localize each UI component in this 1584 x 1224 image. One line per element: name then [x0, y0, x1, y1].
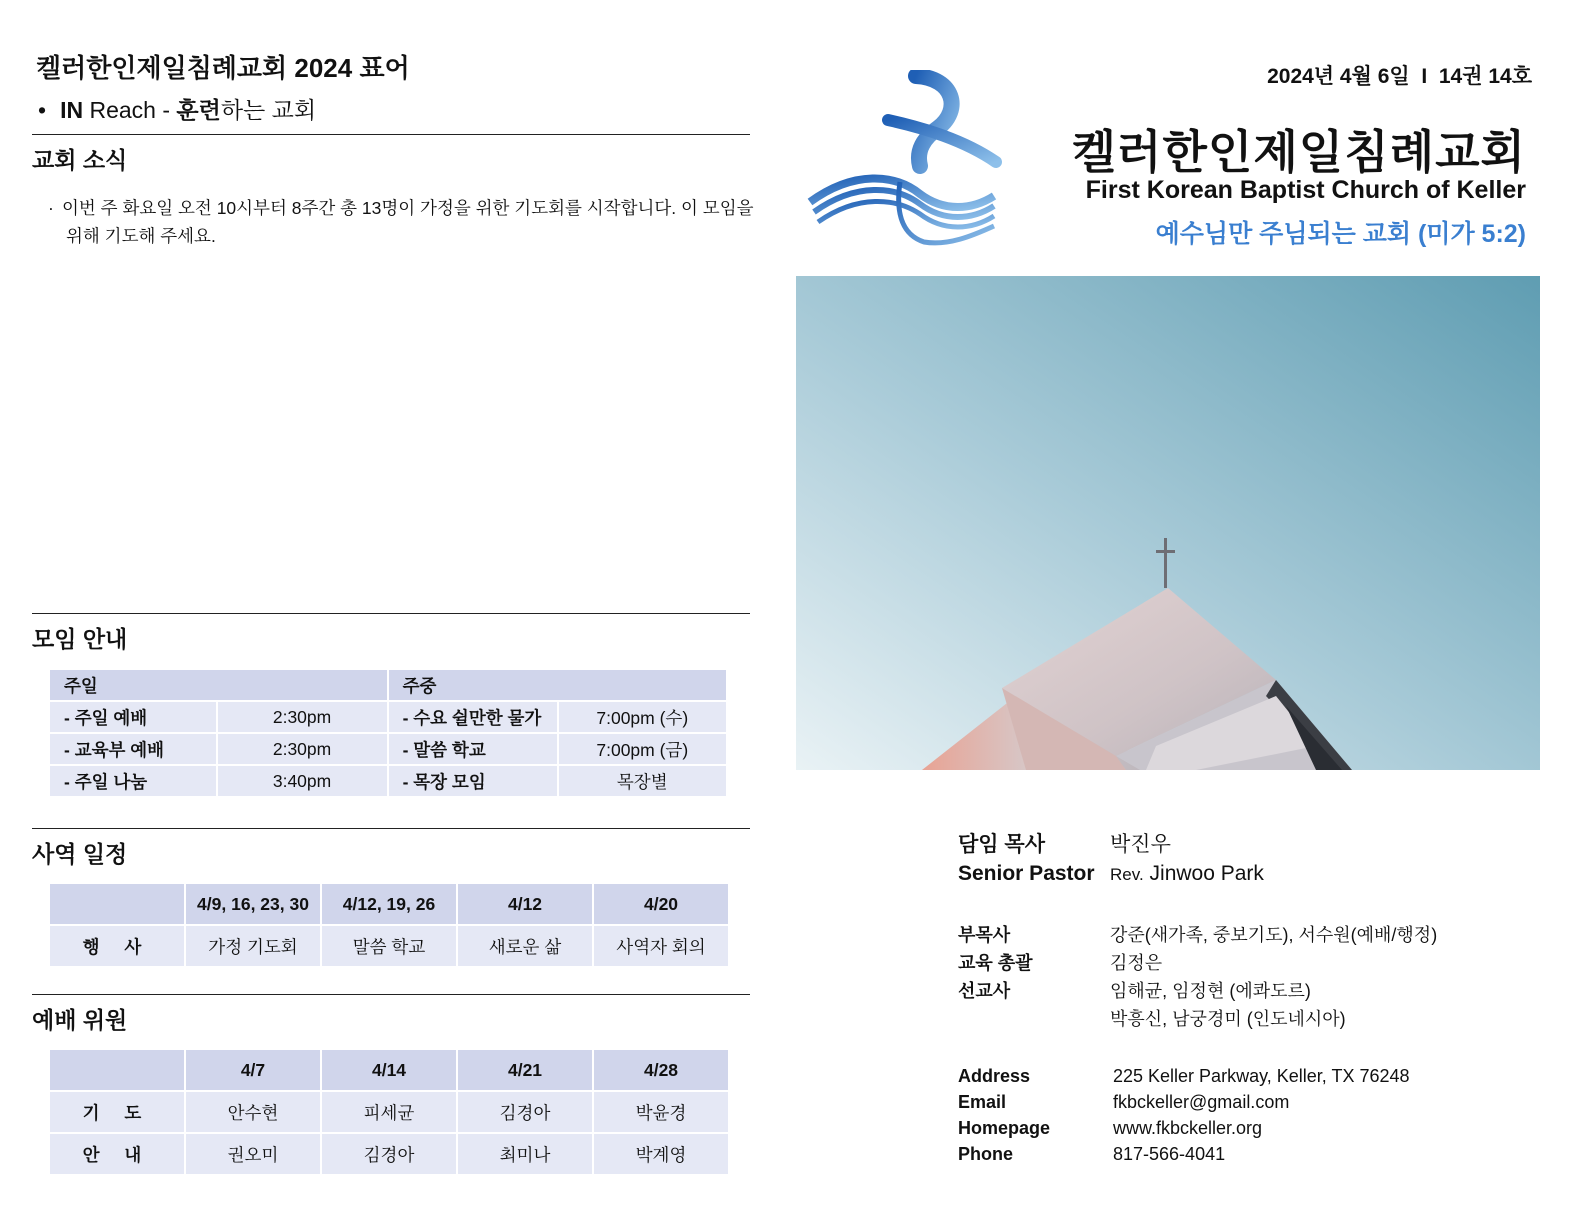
staff-label: 선교사 — [958, 981, 1011, 1001]
ministry-event: 가정 기도회 — [186, 926, 320, 966]
weekday-header: 주중 — [389, 670, 726, 700]
sunday-time: 2:30pm — [218, 702, 387, 732]
staff-values — [1110, 921, 1437, 1033]
weekday-label: - 수요 쉴만한 물가 — [389, 702, 557, 732]
ministry-date: 4/20 — [594, 884, 728, 924]
dot-icon: · — [48, 198, 54, 218]
church-name-korean: 켈러한인제일침례교회 — [1071, 126, 1526, 178]
contact-label: Address — [958, 1066, 1031, 1086]
prayer-row-label: 기 도 — [50, 1092, 184, 1132]
table-row — [50, 926, 728, 966]
blank-header — [50, 884, 184, 924]
divider — [32, 613, 750, 614]
motto-item — [38, 92, 316, 125]
event-row-label: 행 사 — [50, 926, 184, 966]
address-value: 225 Keller Parkway, Keller, TX 76248 — [1113, 1066, 1410, 1086]
prayer-name: 피세균 — [322, 1092, 456, 1132]
table-row — [50, 734, 726, 764]
motto-bold-in: IN — [60, 97, 84, 123]
usher-row-label: 안 내 — [50, 1134, 184, 1174]
staff-value: 임해균, 임정현 (에콰도르) — [1110, 981, 1311, 1001]
divider — [32, 994, 750, 995]
contact-label: Phone — [958, 1144, 1014, 1164]
ministry-date: 4/9, 16, 23, 30 — [186, 884, 320, 924]
staff-date: 4/7 — [186, 1050, 320, 1090]
ministry-date: 4/12 — [458, 884, 592, 924]
news-item — [48, 194, 763, 250]
pastor-name-en: Jinwoo Park — [1149, 862, 1264, 885]
usher-name: 김경아 — [322, 1134, 456, 1174]
blank-header — [50, 1050, 184, 1090]
news-line-2: 위해 기도해 주세요. — [66, 226, 216, 246]
sunday-label: - 주일 예배 — [50, 702, 216, 732]
sunday-header: 주일 — [50, 670, 387, 700]
ministry-event: 사역자 회의 — [594, 926, 728, 966]
homepage-link[interactable]: www.fkbckeller.org — [1113, 1118, 1263, 1138]
meetings-table — [48, 668, 728, 798]
staff-labels — [958, 921, 1033, 1005]
weekday-label: - 말씀 학교 — [389, 734, 557, 764]
table-row — [50, 702, 726, 732]
church-slogan: 예수님만 주님되는 교회 (미가 5:2) — [1155, 220, 1526, 248]
prayer-name: 김경아 — [458, 1092, 592, 1132]
sunday-label: - 교육부 예배 — [50, 734, 216, 764]
pastor-english-label: Senior Pastor — [958, 862, 1095, 885]
pastor-prefix: Rev. — [1110, 865, 1144, 884]
worship-staff-table — [48, 1048, 730, 1176]
divider — [32, 828, 750, 829]
contact-label: Homepage — [958, 1118, 1051, 1138]
weekday-time: 목장별 — [559, 766, 726, 796]
bullet-icon: • — [38, 97, 47, 123]
staff-date: 4/28 — [594, 1050, 728, 1090]
church-logo-icon — [804, 70, 1004, 250]
staff-value: 박흥신, 남궁경미 (인도네시아) — [1110, 1009, 1346, 1029]
ministry-table — [48, 882, 730, 968]
pastor-english-name — [1110, 862, 1264, 886]
ministry-event: 새로운 삶 — [458, 926, 592, 966]
ministry-date: 4/12, 19, 26 — [322, 884, 456, 924]
meetings-title: 모임 안내 — [32, 626, 128, 652]
staff-label: 교육 총괄 — [958, 953, 1033, 973]
divider — [32, 134, 750, 135]
staff-value: 김정은 — [1110, 953, 1163, 973]
phone-value: 817-566-4041 — [1113, 1144, 1226, 1164]
church-roof-cross-photo — [796, 276, 1540, 770]
staff-date: 4/14 — [322, 1050, 456, 1090]
usher-name: 박계영 — [594, 1134, 728, 1174]
email-link[interactable]: fkbckeller@gmail.com — [1113, 1092, 1290, 1112]
staff-value: 강준(새가족, 중보기도), 서수원(예배/행정) — [1110, 925, 1438, 945]
prayer-name: 안수현 — [186, 1092, 320, 1132]
sunday-time: 3:40pm — [218, 766, 387, 796]
weekday-label: - 목장 모임 — [389, 766, 557, 796]
church-name-english: First Korean Baptist Church of Keller — [1085, 176, 1526, 204]
table-row — [50, 1134, 728, 1174]
pastor-korean-label: 담임 목사 — [958, 833, 1045, 856]
news-line-1: 이번 주 화요일 오전 10시부터 8주간 총 13명이 가정을 위한 기도회를 시작합니다. 이 모임을 — [62, 198, 754, 218]
ministry-event: 말씀 학교 — [322, 926, 456, 966]
ministry-title: 사역 일정 — [32, 841, 128, 867]
contact-labels — [958, 1063, 1050, 1167]
weekday-time: 7:00pm (수) — [559, 702, 726, 732]
prayer-name: 박윤경 — [594, 1092, 728, 1132]
sunday-label: - 주일 나눔 — [50, 766, 216, 796]
table-row — [50, 766, 726, 796]
usher-name: 최미나 — [458, 1134, 592, 1174]
contact-values — [1113, 1063, 1410, 1167]
staff-label: 부목사 — [958, 925, 1011, 945]
staff-date: 4/21 — [458, 1050, 592, 1090]
pastor-korean-name: 박진우 — [1110, 833, 1171, 856]
table-row — [50, 1092, 728, 1132]
usher-name: 권오미 — [186, 1134, 320, 1174]
sunday-time: 2:30pm — [218, 734, 387, 764]
issue-date: 2024년 4월 6일 I 14권 14호 — [1267, 65, 1532, 88]
motto-plain-reach: Reach - — [83, 97, 177, 123]
news-title: 교회 소식 — [32, 147, 128, 173]
motto-title: 켈러한인제일침례교회 2024 표어 — [36, 53, 410, 83]
worship-staff-title: 예배 위원 — [32, 1007, 128, 1033]
weekday-time: 7:00pm (금) — [559, 734, 726, 764]
contact-label: Email — [958, 1092, 1007, 1112]
motto-plain-church: 하는 교회 — [220, 97, 317, 123]
motto-bold-training: 훈련 — [176, 97, 221, 123]
